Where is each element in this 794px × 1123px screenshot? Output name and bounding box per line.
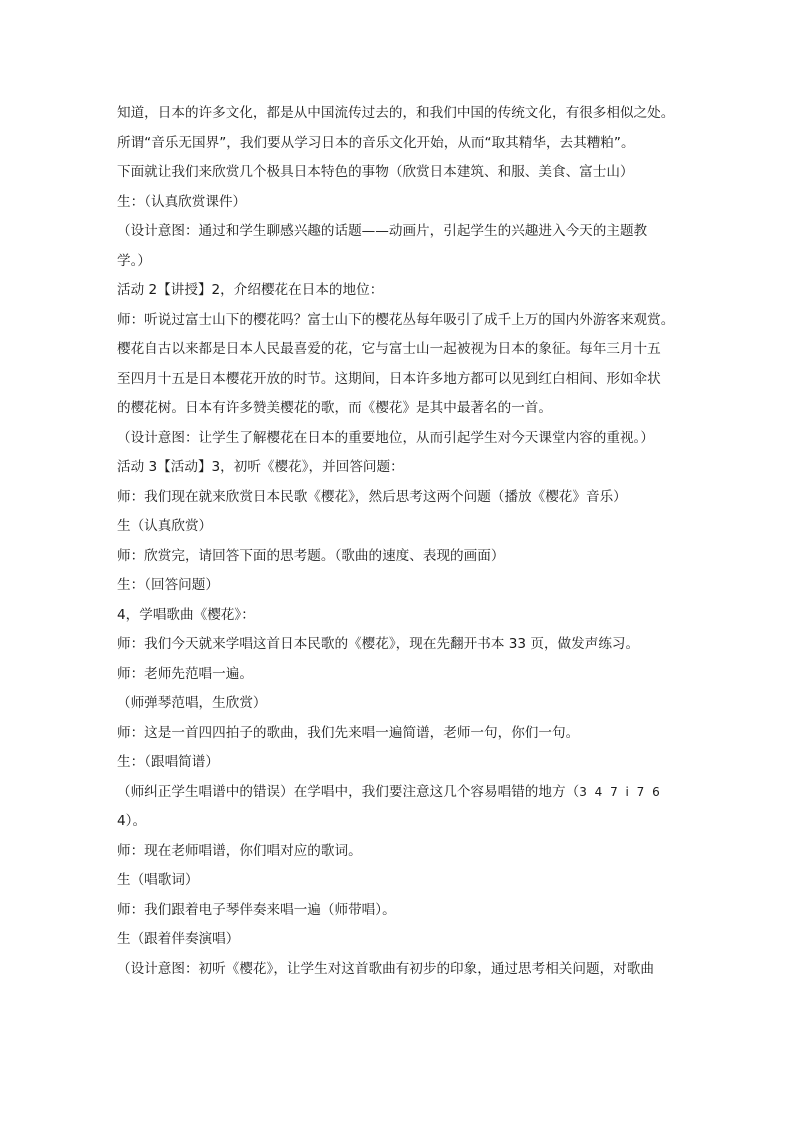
text-line (117, 778, 683, 808)
text-line: 师：我们现在就来欣赏日本民歌《樱花》，然后思考这两个问题（播放《樱花》音乐） (117, 488, 627, 505)
text-line: 生（跟着伴奏演唱） (117, 931, 240, 947)
text-line: 4）。 (117, 813, 147, 829)
text-line: 生（认真欣赏） (117, 518, 213, 534)
text-line: 的樱花树。日本有许多赞美樱花的歌，而《樱花》是其中最著名的一首。 (117, 400, 552, 416)
text-line: 师：现在老师唱谱，你们唱对应的歌词。 (117, 842, 362, 859)
text-line: 所谓“音乐无国界”，我们要从学习日本的音乐文化开始，从而“取其精华，去其糟粕”。 (117, 134, 635, 151)
text-line: 生：（跟唱简谱） (117, 754, 219, 770)
text-line: 师：这是一首四四拍子的歌曲，我们先来唱一遍简谱，老师一句，你们一句。 (117, 724, 580, 741)
text-line: （师弹琴范唱，生欣赏） (117, 695, 267, 711)
document-body (117, 99, 683, 984)
text-line: 师：听说过富士山下的樱花吗？富士山下的樱花丛每年吸引了成千上万的国内外游客来观赏。 (117, 311, 675, 328)
activity-heading: 活动 2【讲授】2，介绍樱花在日本的地位： (117, 282, 384, 298)
text-line: 樱花自古以来都是日本人民最喜爱的花，它与富士山一起被视为日本的象征。每年三月十五 (117, 341, 661, 357)
text-line: 至四月十五是日本樱花开放的时节。这期间，日本许多地方都可以见到红白相间、形如伞状 (117, 370, 661, 387)
text-line-content: （师纠正学生唱谱中的错误）在学唱中，我们要注意这几个容易唱错的地方（ (117, 783, 580, 800)
section-heading: 4，学唱歌曲《樱花》： (117, 606, 255, 623)
text-line: （设计意图：让学生了解樱花在日本的重要地位，从而引起学生对今天课堂内容的重视。） (117, 429, 654, 446)
text-line: 生：（认真欣赏课件） (117, 193, 247, 210)
text-line: 生：（回答问题） (117, 577, 219, 593)
text-line: 知道，日本的许多文化，都是从中国流传过去的，和我们中国的传统文化，有很多相似之处。 (117, 105, 675, 121)
text-line: （设计意图：通过和学生聊感兴趣的话题——动画片，引起学生的兴趣进入今天的主题教 (117, 223, 648, 239)
text-line: 师：我们今天就来学唱这首日本民歌的《樱花》，现在先翻开书本 33 页，做发声练习。 (117, 636, 640, 652)
activity-heading: 活动 3【活动】3，初听《樱花》，并回答问题： (117, 459, 404, 475)
text-line: 师：欣赏完，请回答下面的思考题。（歌曲的速度、表现的画面） (117, 547, 505, 564)
text-line: 下面就让我们来欣赏几个极具日本特色的事物（欣赏日本建筑、和服、美食、富士山） (117, 164, 634, 180)
music-notes: 3 4 7 i 7 6 (579, 784, 662, 799)
text-line: 生（唱歌词） (117, 872, 199, 888)
text-line: 学。） (117, 252, 151, 269)
text-line: 师：老师先范唱一遍。 (117, 665, 253, 682)
text-line: （设计意图：初听《樱花》，让学生对这首歌曲有初步的印象，通过思考相关问题，对歌曲 (117, 960, 654, 977)
text-line: 师：我们跟着电子琴伴奏来唱一遍（师带唱）。 (117, 901, 396, 918)
